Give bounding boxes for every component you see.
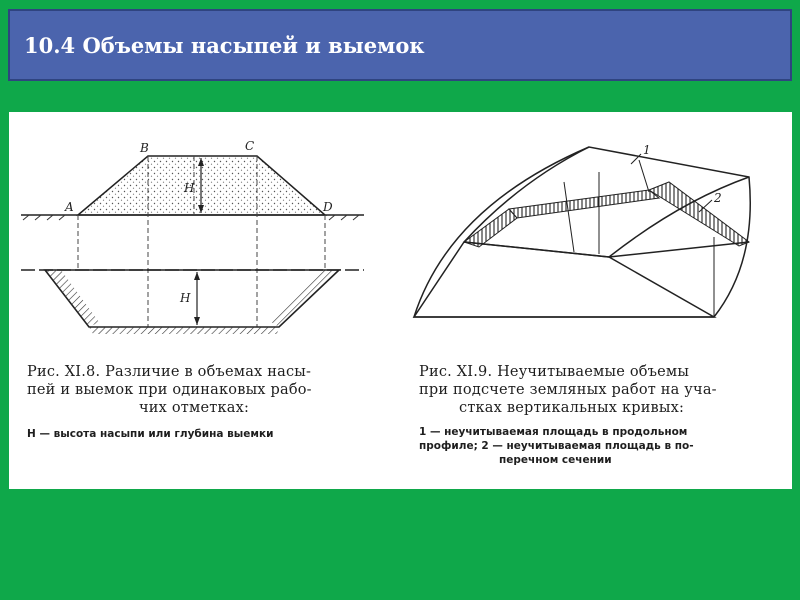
- right-caption-note-line2: профиле; 2 — неучитываемая площадь в по-: [419, 440, 694, 452]
- figure-panel: [9, 112, 792, 489]
- embankment-cut-diagram: [21, 139, 364, 334]
- curve-base-plane: [414, 242, 714, 317]
- label-a: A: [65, 200, 74, 214]
- label-two: 2: [714, 191, 722, 205]
- label-b: B: [140, 141, 149, 155]
- left-caption-line2: пей и выемок при одинаковых рабо-: [27, 382, 312, 398]
- curve-outer-outline: [414, 147, 750, 317]
- left-caption-line1: Рис. XI.8. Различие в объемах насы-: [27, 364, 312, 380]
- left-caption-line3: чих отметках:: [139, 400, 250, 416]
- vertical-curve-diagram: [414, 147, 750, 317]
- unaccounted-area-2: [649, 182, 749, 246]
- right-caption-note-line3: перечном сечении: [499, 454, 612, 466]
- label-one: 1: [643, 143, 651, 157]
- left-caption-note: H — высота насыпи или глубина выемки: [27, 428, 274, 440]
- cut-bottom-hatch: [89, 327, 279, 334]
- label-c: C: [245, 139, 255, 153]
- cut-right-slope-hatch: [271, 270, 339, 327]
- title-bar: [8, 9, 792, 81]
- slide-title: 10.4 Объемы насыпей и выемок: [24, 33, 425, 58]
- label-h-bottom: H: [180, 291, 191, 305]
- label-h-top: H: [184, 181, 195, 195]
- right-caption-line2: при подсчете земляных работ на уча-: [419, 382, 717, 398]
- unaccounted-area-1: [509, 190, 659, 218]
- cut-left-slope-hatch: [45, 270, 99, 327]
- right-caption-line1: Рис. XI.9. Неучитываемые объемы: [419, 364, 690, 380]
- label-d: D: [323, 200, 333, 214]
- right-caption-note-line1: 1 — неучитываемая площадь в продольном: [419, 426, 688, 438]
- right-caption-line3: стках вертикальных кривых:: [459, 400, 685, 416]
